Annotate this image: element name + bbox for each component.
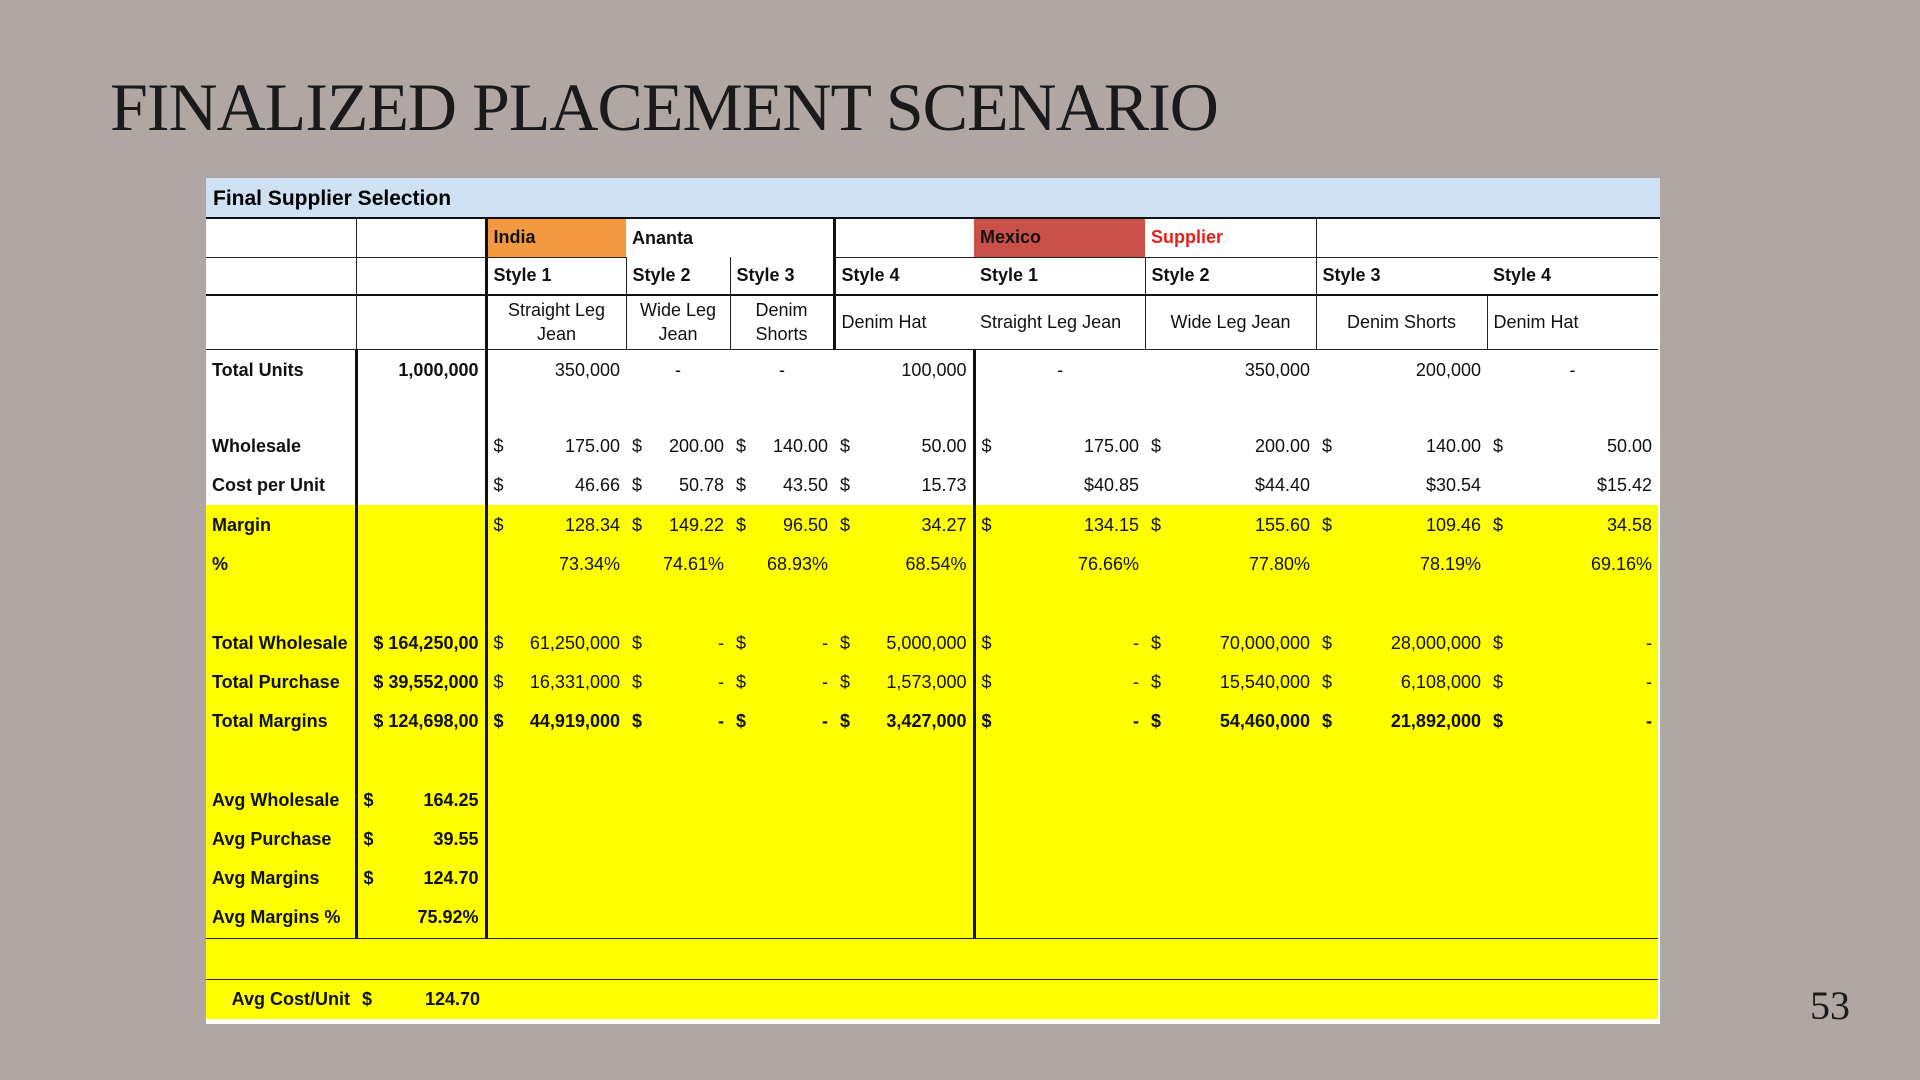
row-label: Total Purchase — [206, 663, 356, 702]
units-cell: 100,000 — [901, 359, 967, 380]
margin-pct-cell: 73.34% — [486, 545, 626, 584]
units-cell: 350,000 — [1244, 359, 1310, 380]
style-cell: Style 4 — [834, 257, 974, 295]
wholesale-cell: 200.00 — [1254, 436, 1310, 456]
row-label: Total Units — [212, 359, 304, 380]
total-wholesale-value: $ 164,250,00 — [356, 624, 486, 663]
total-margins-cell: - — [822, 711, 828, 731]
product-cell: Denim Hat — [1487, 295, 1658, 349]
product-cell: Wide Leg Jean — [626, 295, 730, 349]
units-cell: - — [779, 359, 785, 380]
margin-pct-cell: 78.19% — [1316, 545, 1487, 584]
margin-pct-cell: 76.66% — [974, 545, 1145, 584]
wholesale-cell: 140.00 — [1425, 436, 1481, 456]
avg-cost-unit-value: 124.70 — [424, 988, 480, 1009]
row-label: Wholesale — [212, 436, 302, 456]
margin-cell: 128.34 — [564, 514, 620, 535]
total-wholesale-cell: - — [1133, 633, 1139, 653]
supplier-mexico-cell: Mexico — [974, 219, 1145, 257]
total-margins-cell: 21,892,000 — [1390, 711, 1481, 731]
total-wholesale-cell: - — [822, 633, 828, 653]
page-number: 53 — [1810, 983, 1850, 1028]
units-cell: - — [974, 349, 1145, 391]
row-label: Avg Margins % — [206, 898, 356, 938]
products-row — [206, 295, 1658, 349]
margin-cell: 34.58 — [1606, 514, 1652, 535]
avg-value: 124.70 — [423, 868, 479, 888]
cost-per-unit-row: Cost per Unit $ 46.66 $ 50.78 $ 43.50 $ 15.73 $40.85 $44.40 $30.54 $15.42 — [206, 466, 1658, 505]
margin-pct-cell: 77.80% — [1145, 545, 1316, 584]
style-cell: Style 2 — [626, 257, 730, 295]
product-cell: Denim Hat — [834, 295, 974, 349]
total-purchase-cell: - — [1646, 672, 1652, 692]
avg-value: 75.92% — [356, 898, 486, 938]
cost-cell: 50.78 — [678, 475, 724, 495]
margin-cell: 96.50 — [782, 514, 828, 535]
total-purchase-cell: - — [718, 672, 724, 692]
total-wholesale-cell: 5,000,000 — [886, 633, 967, 653]
row-label: Cost per Unit — [212, 475, 326, 495]
total-wholesale-cell: 61,250,000 — [529, 633, 620, 653]
cost-cell: 43.50 — [782, 475, 828, 495]
margin-pct-cell: 69.16% — [1487, 545, 1658, 584]
total-purchase-row: Total Purchase $ 39,552,000 $ 16,331,000 $ - $ - $ 1,573,000 $ - $ 15,540,000 $ 6,108,000 $ - — [206, 663, 1658, 702]
row-label: % — [206, 545, 356, 584]
units-cell: 350,000 — [486, 349, 626, 391]
wholesale-cell: 140.00 — [772, 436, 828, 456]
cost-cell: $44.40 — [1254, 475, 1310, 495]
cost-cell: $30.54 — [1425, 475, 1481, 495]
margin-pct-row — [206, 545, 1658, 584]
total-margins-value: $ 124,698,00 — [356, 702, 486, 741]
row-label: Avg Margins — [206, 859, 356, 898]
avg-cost-unit-row: Avg Cost/Unit $ 124.70 — [206, 979, 1658, 1019]
style-cell: Style 1 — [974, 257, 1145, 295]
total-wholesale-row: Total Wholesale $ 164,250,00 $ 61,250,000 $ - $ - $ 5,000,000 $ - $ 70,000,000 $ 28,000,000 $ - — [206, 624, 1658, 663]
supplier-ananta-cell: Ananta — [632, 227, 694, 248]
product-cell: Straight Leg Jean — [974, 295, 1145, 349]
margin-cell: 134.15 — [1083, 514, 1139, 535]
supplier-table — [206, 219, 1658, 1019]
total-units-value: 1,000,000 — [356, 349, 486, 391]
total-wholesale-cell: 70,000,000 — [1219, 633, 1310, 653]
wholesale-cell: 200.00 — [668, 436, 724, 456]
avg-wholesale-row: Avg Wholesale $ 164.25 — [206, 781, 1658, 820]
margin-pct-cell: 74.61% — [626, 545, 730, 584]
margin-pct-cell: 68.93% — [730, 545, 834, 584]
margin-cell: 149.22 — [668, 514, 724, 535]
product-cell: Wide Leg Jean — [1145, 295, 1316, 349]
margin-cell: 155.60 — [1254, 514, 1310, 535]
style-cell: Style 4 — [1487, 257, 1658, 295]
total-wholesale-cell: - — [718, 633, 724, 653]
row-label: Avg Purchase — [206, 820, 356, 859]
margin-cell: 109.46 — [1425, 514, 1481, 535]
style-cell: Style 3 — [1316, 257, 1487, 295]
total-margins-cell: - — [718, 711, 724, 731]
cost-cell: $15.42 — [1596, 475, 1652, 495]
row-label: Avg Cost/Unit — [206, 979, 356, 1019]
total-wholesale-cell: - — [1646, 633, 1652, 653]
margin-pct-cell: 68.54% — [834, 545, 974, 584]
style-cell: Style 1 — [486, 257, 626, 295]
row-label: Margin — [206, 505, 356, 545]
avg-value: 164.25 — [423, 790, 479, 810]
sheet-header: Final Supplier Selection — [206, 178, 1660, 219]
cost-cell: 15.73 — [921, 475, 967, 495]
avg-margins-pct-row — [206, 898, 1658, 938]
total-units-row — [206, 349, 1658, 391]
supplier-label-cell: Supplier — [1145, 219, 1316, 257]
cost-cell: 46.66 — [574, 475, 620, 495]
style-cell: Style 2 — [1145, 257, 1316, 295]
styles-row — [206, 257, 1658, 295]
total-purchase-cell: - — [1133, 672, 1139, 692]
units-cell: - — [675, 359, 681, 380]
row-label: Total Margins — [206, 702, 356, 741]
avg-margins-row: Avg Margins $ 124.70 — [206, 859, 1658, 898]
total-purchase-cell: 6,108,000 — [1400, 672, 1481, 692]
spreadsheet-image — [206, 178, 1660, 1024]
cost-cell: $40.85 — [974, 466, 1145, 505]
units-cell: 200,000 — [1415, 359, 1481, 380]
avg-purchase-row: Avg Purchase $ 39.55 — [206, 820, 1658, 859]
total-purchase-cell: 16,331,000 — [529, 672, 620, 692]
total-purchase-cell: - — [822, 672, 828, 692]
slide-title: FINALIZED PLACEMENT SCENARIO — [110, 69, 1218, 145]
total-margins-row: Total Margins $ 124,698,00 $ 44,919,000 $ - $ - $ 3,427,000 $ - $ 54,460,000 $ 21,892,000 $ - — [206, 702, 1658, 741]
product-cell: Straight Leg Jean — [486, 295, 626, 349]
wholesale-cell: 50.00 — [1606, 436, 1652, 456]
total-margins-cell: - — [1646, 711, 1652, 731]
wholesale-cell: 175.00 — [1083, 436, 1139, 456]
total-purchase-value: $ 39,552,000 — [356, 663, 486, 702]
total-purchase-cell: 15,540,000 — [1219, 672, 1310, 692]
supplier-india-cell: India — [486, 219, 626, 257]
margin-cell: 34.27 — [921, 514, 967, 535]
product-cell: Denim Shorts — [1316, 295, 1487, 349]
total-margins-cell: 44,919,000 — [529, 711, 620, 731]
wholesale-cell: 50.00 — [921, 436, 967, 456]
wholesale-row: Wholesale $ 175.00 $ 200.00 $ 140.00 $ 50.00 $ 175.00 $ 200.00 $ 140.00 $ 50.00 — [206, 427, 1658, 466]
units-cell: - — [1569, 359, 1576, 380]
row-label: Avg Wholesale — [206, 781, 356, 820]
total-wholesale-cell: 28,000,000 — [1390, 633, 1481, 653]
total-purchase-cell: 1,573,000 — [886, 672, 967, 692]
margin-row: Margin $ 128.34 $ 149.22 $ 96.50 $ 34.27 $ 134.15 $ 155.60 $ 109.46 $ 34.58 — [206, 505, 1658, 545]
style-cell: Style 3 — [730, 257, 834, 295]
total-margins-cell: 3,427,000 — [886, 711, 967, 731]
row-label: Total Wholesale — [206, 624, 356, 663]
total-margins-cell: - — [1133, 711, 1139, 731]
avg-value: 39.55 — [433, 829, 479, 849]
total-margins-cell: 54,460,000 — [1219, 711, 1310, 731]
product-cell: Denim Shorts — [730, 295, 834, 349]
supplier-row — [206, 219, 1658, 257]
wholesale-cell: 175.00 — [564, 436, 620, 456]
